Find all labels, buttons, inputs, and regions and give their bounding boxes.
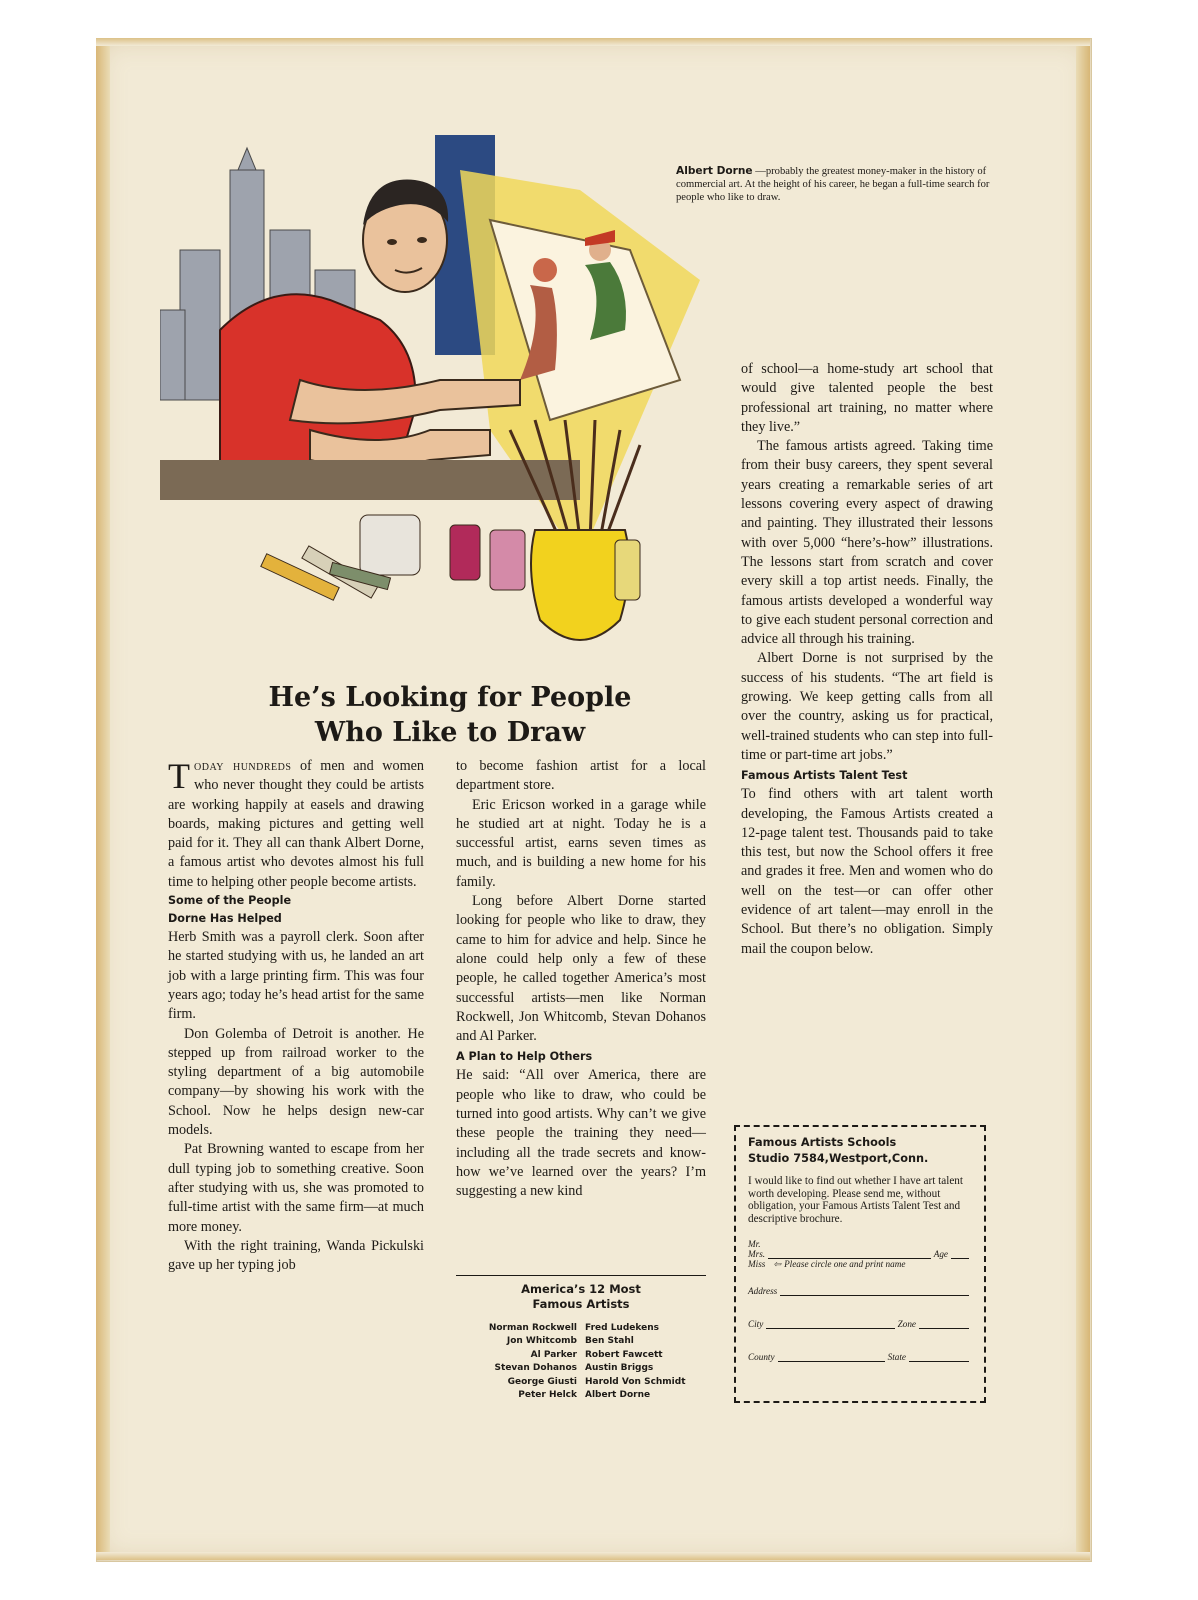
coupon-body: I would like to find out whether I have art talent worth developing. Please send me, without obligation, your Famous Artists Talent Test and descriptive brochure.: [748, 1175, 963, 1225]
address-field[interactable]: [780, 1285, 969, 1296]
artist-name: Stevan Dohanos: [494, 1363, 577, 1374]
coupon-address-line: Studio 7584,Westport,Conn.: [748, 1152, 929, 1165]
desk: [160, 460, 580, 500]
artist-name: Jon Whitcomb: [506, 1336, 577, 1347]
lead-small-caps: oday hundreds: [194, 758, 292, 774]
subhead-line-2: Dorne Has Helped: [168, 912, 282, 926]
artist-name: Albert Dorne: [585, 1390, 651, 1401]
paragraph: of school—a home-study art school that would give talented people the best professional art training, no matter where they live.”: [741, 361, 993, 435]
article-column-3: [741, 360, 993, 959]
artist-name: Robert Fawcett: [585, 1349, 663, 1360]
subhead-line-1: Some of the People: [168, 894, 292, 908]
page-edge-bottom: [96, 1552, 1090, 1560]
state-field[interactable]: [909, 1351, 969, 1362]
paragraph: Herb Smith was a payroll clerk. Soon after he started studying with us, he landed an art job with a large printing firm. This was four years ago; today he’s head artist for the same firm.: [168, 929, 424, 1023]
artist-name: Norman Rockwell: [488, 1323, 577, 1333]
page-edge-top: [96, 38, 1090, 46]
coupon-school-name: Famous Artists Schools: [748, 1136, 897, 1149]
miss-label[interactable]: Miss: [748, 1259, 766, 1270]
mail-coupon[interactable]: [734, 1125, 986, 1403]
name-field[interactable]: [768, 1250, 931, 1259]
state-label: State: [887, 1352, 906, 1363]
paragraph: of men and women who never thought they could be artists are working happily at easels and drawing boards, making pictures and getting well paid for it. They all can thank Albert Dorne, a famous artist who devotes almost his full time to helping other people become artists.: [168, 758, 424, 890]
caption-text: —probably the greatest money-maker in the history of commercial art. At the height of his career, he began a full-time search for people who like to draw.: [676, 166, 990, 204]
mr-label[interactable]: Mr.: [748, 1239, 761, 1250]
artist-name-list: [456, 1322, 706, 1402]
paragraph: Eric Ericson worked in a garage while he studied art at night. Today he is a successful artist, earns seven times as much, and is building a new home for his family.: [456, 796, 706, 890]
subhead: A Plan to Help Others: [456, 1050, 593, 1064]
article-column-1: [168, 757, 424, 1275]
paragraph: to become fashion artist for a local department store.: [456, 758, 706, 794]
artist-name: Harold Von Schmidt: [585, 1376, 686, 1387]
paragraph: Pat Browning wanted to escape from her dull typing job to something creative. Soon after studying with us, she was promoted to full-time artist with the same firm—at much more money.: [168, 1141, 424, 1235]
headline-line-1: He’s Looking for People: [268, 682, 632, 713]
artist-head: [363, 180, 448, 292]
address-field-row[interactable]: [748, 1285, 972, 1296]
page-edge-left: [96, 38, 110, 1560]
zone-field[interactable]: [919, 1318, 969, 1329]
headline: [200, 680, 700, 750]
mrs-label[interactable]: Mrs.: [748, 1249, 766, 1260]
subhead: Famous Artists Talent Test: [741, 769, 908, 783]
paragraph: Don Golemba of Detroit is another. He stepped up from railroad worker to the styling department of a big automobile company—by showing his work with the School. Now he helps design new-car models.: [168, 1025, 424, 1139]
name-field-group[interactable]: Mr. Mrs. Age Miss ⇦ Please circle one and print name: [748, 1239, 972, 1269]
artist-illustration: [160, 130, 720, 670]
city-label: City: [748, 1319, 764, 1330]
artist-name: Peter Helck: [518, 1390, 577, 1401]
paragraph: The famous artists agreed. Taking time from their busy careers, they spent several years creating a remarkable series of art lessons covering every aspect of drawing and painting. They illustrated their lessons with over 5,000 “here’s-how” illustrations. The lessons start from scratch and cover every skill a top artist needs. Finally, the famous artists developed a wonderful way to give each student personal correction and advice all through his training.: [741, 438, 993, 648]
paragraph: He said: “All over America, there are people who like to draw, who could be turned into good artists. Why can’t we give these people the training they need—including all the trade secrets and know-how we’ve learned over the years? I’m suggesting a new kind: [456, 1067, 706, 1200]
article-column-2: [456, 757, 706, 1202]
address-label: Address: [748, 1286, 778, 1297]
county-label: County: [748, 1352, 775, 1363]
famous-title-2: Famous Artists: [532, 1297, 630, 1311]
zone-label: Zone: [897, 1319, 916, 1330]
famous-title-1: America’s 12 Most: [521, 1282, 641, 1296]
artist-name: Austin Briggs: [585, 1363, 654, 1374]
artist-name: Ben Stahl: [585, 1336, 634, 1347]
caption-name: Albert Dorne: [676, 165, 753, 177]
circle-note: Please circle one and print name: [784, 1259, 906, 1270]
paragraph: Long before Albert Dorne started looking for people who like to draw, they came to him for advice and help. Since he alone could help only a few of these people, he called together America’s most successful artists—men like Norman Rockwell, Jon Whitcomb, Stevan Dohanos and Al Parker.: [456, 893, 706, 1045]
drop-cap: T: [168, 756, 190, 796]
artist-arm-upper: [290, 380, 520, 423]
headline-line-2: Who Like to Draw: [314, 717, 586, 748]
page-edge-right: [1076, 38, 1090, 1560]
illustration-caption: [676, 165, 1016, 205]
paragraph: With the right training, Wanda Pickulski gave up her typing job: [168, 1237, 424, 1274]
county-state-row[interactable]: [748, 1351, 972, 1362]
city-zone-row[interactable]: [748, 1318, 972, 1329]
artist-name: Al Parker: [530, 1349, 577, 1360]
paragraph: To find others with art talent worth developing, the Famous Artists created a 12-page talent test. Thousands paid to take this test, but now the School offers it free and grades it free. Men and women who do well on the test—or can offer other evidence of art talent—may enroll in the School. But there’s no obligation. Simply mail the coupon below.: [741, 786, 993, 957]
age-label: Age: [933, 1249, 948, 1260]
artist-name: Fred Ludekens: [585, 1323, 659, 1333]
city-field[interactable]: [766, 1318, 894, 1329]
age-field[interactable]: [951, 1250, 969, 1259]
famous-artists-box: [456, 1275, 706, 1402]
artist-name: George Giusti: [507, 1376, 577, 1387]
paragraph: Albert Dorne is not surprised by the success of his students. “The art field is growing. We keep getting calls from all over the country, asking us for practical, well-trained students who can step into full-time or part-time art jobs.”: [741, 650, 993, 763]
county-field[interactable]: [778, 1351, 885, 1362]
